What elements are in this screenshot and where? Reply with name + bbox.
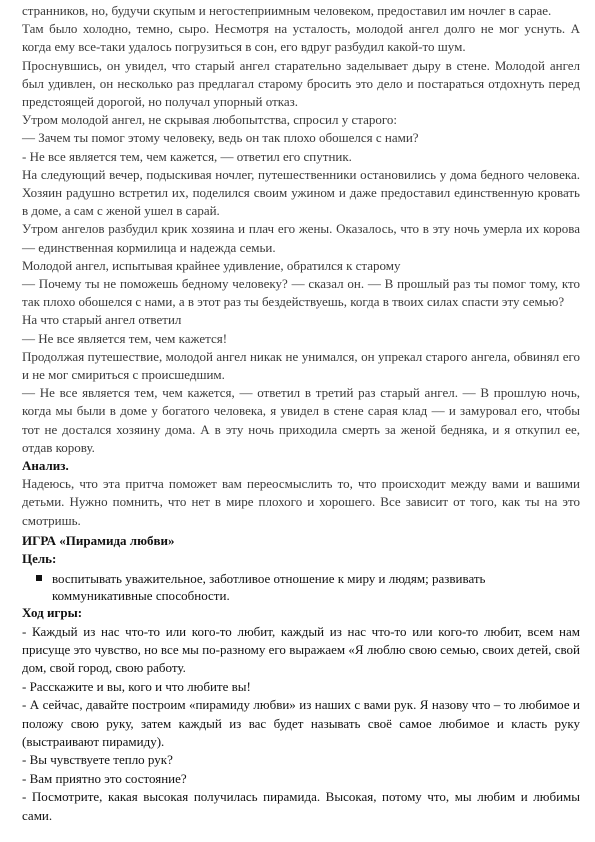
goal-heading: Цель: [22, 551, 57, 567]
step-line: - Вы чувствуете тепло рук? [22, 752, 173, 768]
analysis-section [22, 457, 580, 530]
story-section [22, 2, 580, 457]
goal-list-item: воспитывать уважительное, заботливое отношение к миру и людям; развивать коммуникативные способности. [22, 570, 580, 604]
story-paragraph: Утром молодой ангел, не скрывая любопытства, спросил у старого: [22, 112, 397, 128]
step-line: - А сейчас, давайте построим «пирамиду любви» из наших с вами рук. Я назову что – то любимое и положу свою руку, затем каждый из вас будет называть своё самое любимое и класть руку (выстраивают пирамиду). [22, 697, 580, 749]
step-line: - Посмотрите, какая высокая получилась пирамида. Высокая, потому что, мы любим и любимы сами. [22, 789, 580, 823]
story-paragraph: На что старый ангел ответил [22, 312, 182, 328]
analysis-text: Надеюсь, что эта притча поможет вам переосмыслить то, что происходит между вами и вашими детьми. Нужно помнить, что нет в мире плохого и хорошего. Все зависит от того, как ты на это смотришь. [22, 476, 580, 528]
step-line: - Каждый из нас что-то или кого-то любит, каждый из нас что-то или кого-то любит, всем нам присуще это чувство, но все мы по-разному его выражаем «Я люблю свою семью, своих детей, свой дом, свой город, свою работу. [22, 623, 580, 676]
game-title: ИГРА «Пирамида любви» [22, 532, 175, 548]
story-paragraph: — Почему ты не поможешь бедному человеку? — сказал он. — В прошлый раз ты помог тому, кто так плохо обошелся с нами, а в этот раз ты бездействуешь, когда в твоих силах спасти эту семью? [22, 276, 580, 310]
story-paragraph: Молодой ангел, испытывая крайнее удивление, обратился к старому [22, 257, 401, 273]
analysis-heading: Анализ. [22, 458, 69, 474]
story-paragraph: Утром ангелов разбудил крик хозяина и плач его жены. Оказалось, что в эту ночь умерла их корова — единственная кормилица и надежда семьи. [22, 221, 580, 255]
story-paragraph: — Не все является тем, чем кажется! [22, 330, 228, 346]
story-paragraph: Проснувшись, он увидел, что старый ангел старательно заделывает дыру в стене. Молодой ангел был удивлен, он несколько раз предлагал старому бросить это дело и постараться отдохнуть перед предстоящей дорогой, но получал упорный отказ. [22, 57, 580, 110]
story-paragraph: — Не все является тем, чем кажется, — ответил в третий раз старый ангел. — В прошлую ночь, когда мы были в доме у богатого человека, я увидел в стене сарая клад — и замуровал его, чтобы тот не достался хозяину дома. А в эту ночь приходила смерть за женой бедняка, и я откупил ее, отдав корову. [22, 385, 580, 455]
story-paragraph: На следующий вечер, подыскивая ночлег, путешественники остановились у дома бедного человека. Хозяин радушно встретил их, поделился своим ужином и даже предоставил единственную кровать в доме, а сам с женой ушел в сарай. [22, 166, 580, 219]
step-line: - Расскажите и вы, кого и что любите вы! [22, 678, 251, 694]
story-paragraph: странников, но, будучи скупым и негостеприимным человеком, предоставил им ночлег в сарае. [22, 3, 552, 18]
goal-list [22, 570, 580, 604]
story-paragraph: Продолжая путешествие, молодой ангел никак не унимался, он упрекал старого ангела, обвинял его и не мог смириться с происшедшим. [22, 348, 580, 383]
steps-heading: Ход игры: [22, 605, 83, 621]
game-section [22, 532, 580, 825]
step-line: - Вам приятно это состояние? [22, 770, 187, 786]
story-paragraph: Там было холодно, темно, сыро. Несмотря на усталость, молодой ангел долго не мог уснуть. А когда ему все-таки удалось погрузиться в сон, его вдруг разбудил какой-то шум. [22, 21, 580, 55]
story-paragraph: - Не все является тем, чем кажется, — ответил его спутник. [22, 148, 352, 164]
story-paragraph: — Зачем ты помог этому человеку, ведь он так плохо обошелся с нами? [22, 130, 419, 146]
document-page [22, 2, 580, 825]
steps-list [22, 623, 580, 825]
